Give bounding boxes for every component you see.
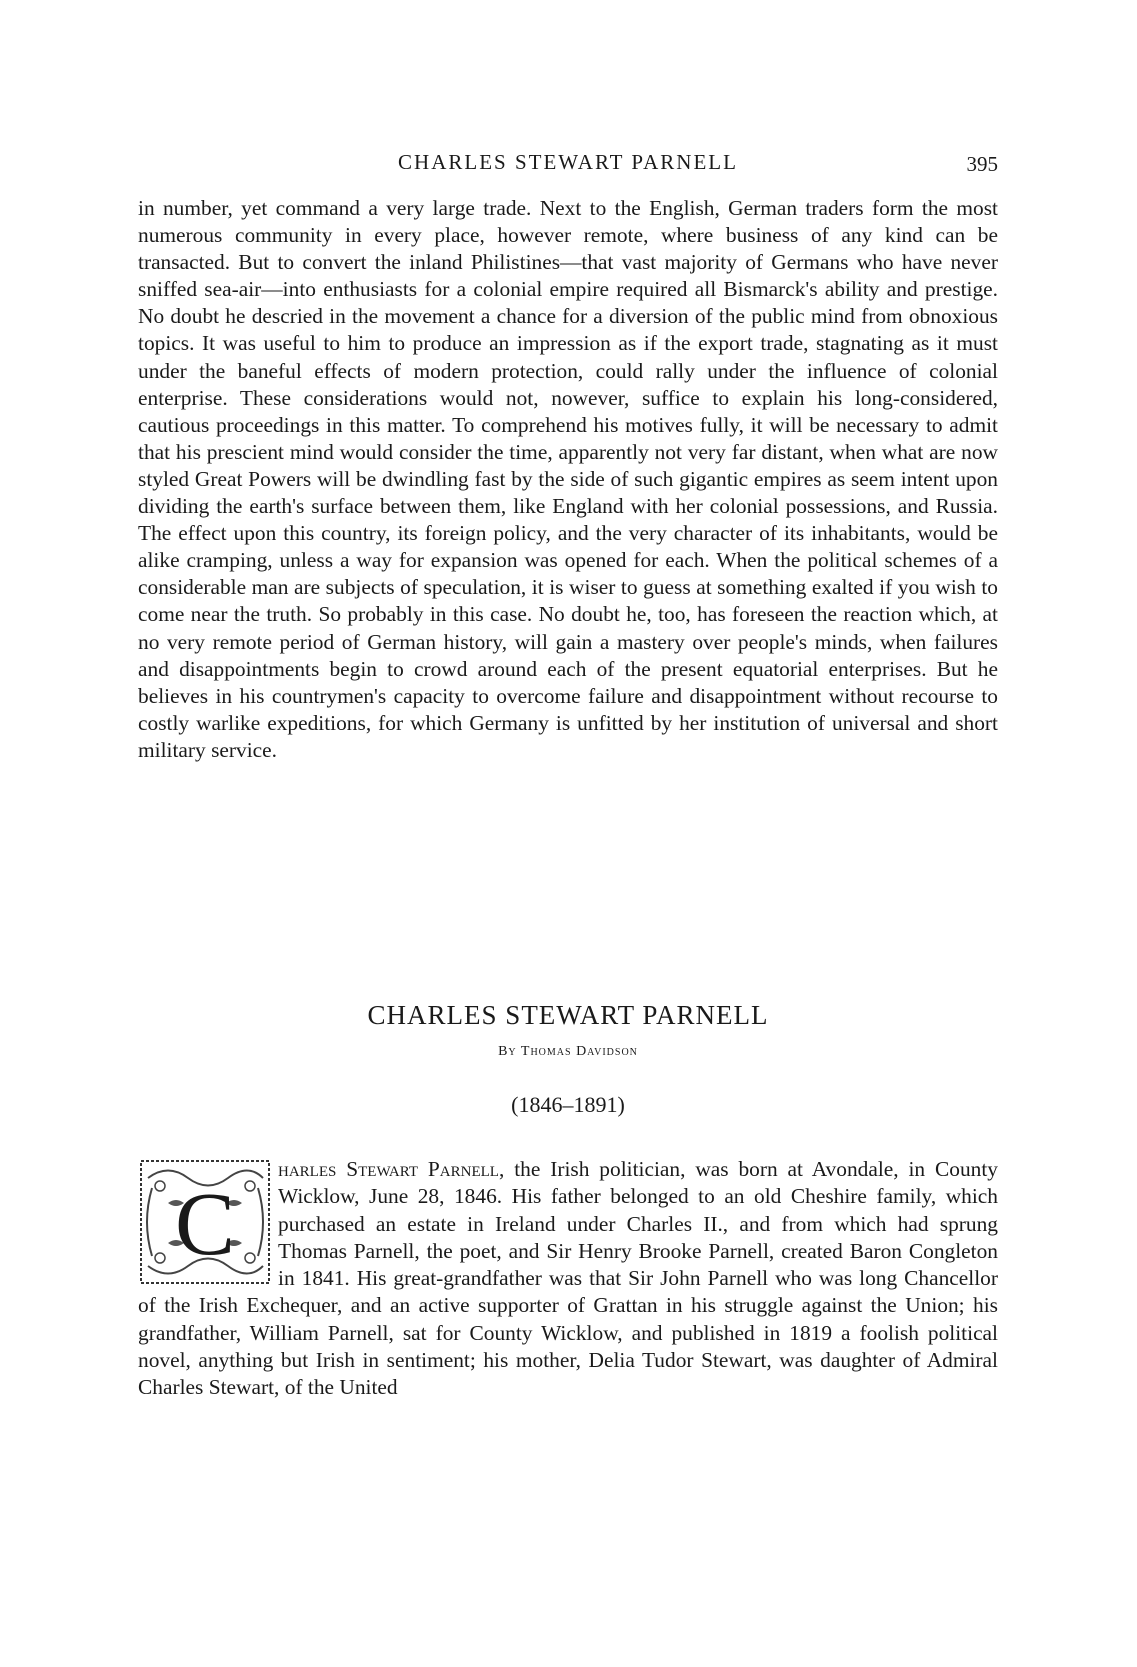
- drop-cap-letter: C: [174, 1175, 236, 1274]
- life-dates: (1846–1891): [511, 1092, 625, 1117]
- article-body-paragraph: [138, 1156, 998, 1402]
- page-number: 395: [966, 152, 998, 176]
- floral-ornament-icon: [138, 1158, 272, 1286]
- byline: By Thomas Davidson: [498, 1044, 638, 1059]
- article-title: CHARLES STEWART PARNELL: [367, 1000, 769, 1030]
- lead-small-caps: harles Stewart Parnell,: [278, 1157, 505, 1181]
- article-body-text: the Irish politician, was born at Avondale, in County Wicklow, June 28, 1846. His father belonged to an old Cheshire family, which purchased an estate in Ireland under Charles II., and from which had sprung Thomas Parnell, the poet, and Sir Henry Brooke Parnell, created Baron Congleton in 1841. His great-grandfather was that Sir John Parnell who was long Chancellor of the Irish Exchequer, and an active supporter of Grattan in his struggle against the Union; his grandfather, William Parnell, sat for County Wicklow, and published in 1819 a foolish political novel, anything but Irish in sentiment; his mother, Delia Tudor Stewart, was daughter of Admiral Charles Stewart, of the United: [138, 1157, 998, 1400]
- running-title: CHARLES STEWART PARNELL: [398, 150, 738, 174]
- ornamental-drop-cap: [138, 1158, 272, 1286]
- continued-paragraph: in number, yet command a very large trade. Next to the English, German traders form the most numerous community in every place, however remote, where business of any kind can be transacted. But to convert the inland Philistines—that vast majority of Germans who have never sniffed sea-air—into enthusiasts for a colonial empire required all Bismarck's ability and prestige. No doubt he descried in the movement a chance for a diversion of the public mind from obnoxious topics. It was useful to him to produce an impression as if the export trade, stagnating as it must under the baneful effects of modern protection, could rally under the influence of colonial enterprise. These considerations would not, nowever, suffice to explain his long-considered, cautious proceedings in this matter. To comprehend his motives fully, it will be necessary to admit that his prescient mind would consider the time, apparently not very far distant, when what are now styled Great Powers will be dwindling fast by the side of such gigantic empires as seem intent upon dividing the earth's surface between them, like England with her colonial possessions, and Russia. The effect upon this country, its foreign policy, and the very character of its inhabitants, would be alike cramping, unless a way for expansion was opened for each. When the political schemes of a considerable man are subjects of speculation, it is wiser to guess at something exalted if you wish to come near the truth. So probably in this case. No doubt he, too, has foreseen the reaction which, at no very remote period of German history, will gain a mastery over people's minds, when failures and disappointments begin to crowd around each of the present equatorial enterprises. But he believes in his countrymen's capacity to overcome failure and disappointment without recourse to costly warlike expeditions, for which Germany is unfitted by her institution of universal and short military service.: [138, 196, 998, 762]
- running-header: [138, 150, 998, 184]
